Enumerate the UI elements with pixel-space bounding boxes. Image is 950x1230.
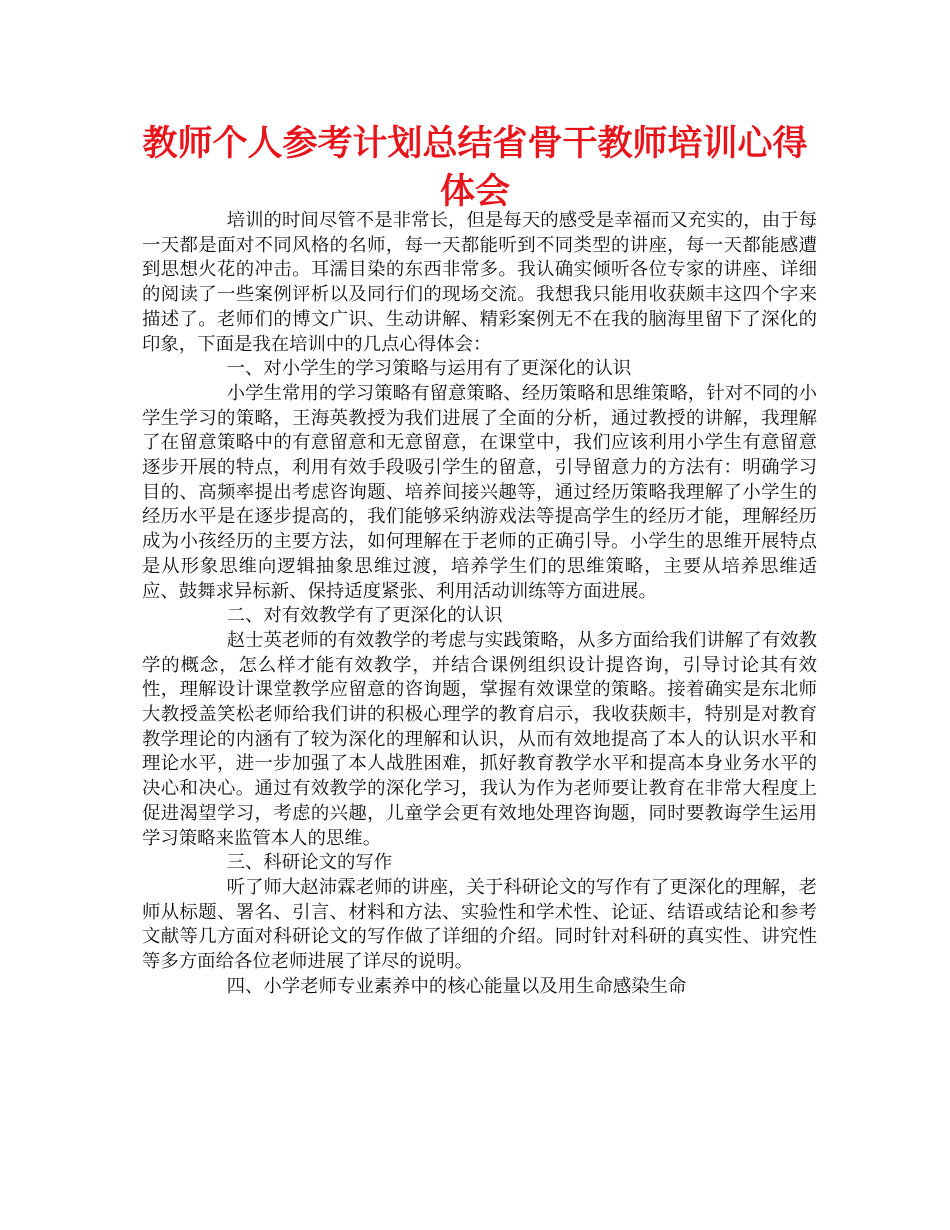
section-3-paragraph: 听了师大赵沛霖老师的讲座，关于科研论文的写作有了更深化的理解，老师从标题、署名、引言、材料和方法、实验性和学术性、论证、结语或结论和参考文献等几方面对科研论文的写作做了详细的介绍。同时针对科研的真实性、讲究性等多方面给各位老师进展了详尽的说明。 <box>142 876 817 973</box>
section-heading-4: 四、小学老师专业素养中的核心能量以及用生命感染生命 <box>226 975 687 997</box>
document-title: 教师个人参考计划总结省骨干教师培训心得体会 <box>142 124 808 212</box>
section-2-paragraph: 赵士英老师的有效教学的考虑与实践策略，从多方面给我们讲解了有效教学的概念，怎么样才能有效教学，并结合课例组织设计提咨询，引导讨论其有效性，理解设计课堂教学应留意的咨询题，掌握有效课堂的策略。接着确实是东北师大教授盖笑松老师给我们讲的积极心理学的教育启示，我收获颇丰，特别是对教育教学理论的内涵有了较为深化的理解和认识，从而有效地提高了本人的认识水平和理论水平，进一步加强了本人战胜困难，抓好教育教学水平和提高本身业务水平的决心和决心。通过有效教学的深化学习，我认为作为老师要让教育在非常大程度上促进渴望学习，考虑的兴趣，儿童学会更有效地处理咨询题，同时要教诲学生运用学习策略来监管本人的思维。 <box>142 629 817 849</box>
section-heading-1: 一、对小学生的学习策略与运用有了更深化的认识 <box>226 358 632 380</box>
section-heading-3: 三、科研论文的写作 <box>226 852 393 874</box>
intro-paragraph: 培训的时间尽管不是非常长，但是每天的感受是幸福而又充实的，由于每一天都是面对不同风格的名师，每一天都能听到不同类型的讲座，每一天都能感遭到思想火花的冲击。耳濡目染的东西非常多。我认确实倾听各位专家的讲座、详细的阅读了一些案例评析以及同行们的现场交流。我想我只能用收获颇丰这四个字来描述了。老师们的博文广识、生动讲解、精彩案例无不在我的脑海里留下了深化的印象，下面是我在培训中的几点心得体会： <box>142 210 817 355</box>
section-1-paragraph: 小学生常用的学习策略有留意策略、经历策略和思维策略，针对不同的小学生学习的策略，王海英教授为我们进展了全面的分析，通过教授的讲解，我理解了在留意策略中的有意留意和无意留意，在课堂中，我们应该利用小学生有意留意逐步开展的特点，利用有效手段吸引学生的留意，引导留意力的方法有：明确学习目的、高频率提出考虑咨询题、培养间接兴趣等，通过经历策略我理解了小学生的经历水平是在逐步提高的，我们能够采纳游戏法等提高学生的经历才能，理解经历成为小孩经历的主要方法，如何理解在于老师的正确引导。小学生的思维开展特点是从形象思维向逻辑抽象思维过渡，培养学生们的思维策略，主要从培养思维适应、鼓舞求异标新、保持适度紧张、利用活动训练等方面进展。 <box>142 382 817 602</box>
document-body <box>142 209 817 1000</box>
section-heading-2: 二、对有效教学有了更深化的认识 <box>226 605 503 627</box>
